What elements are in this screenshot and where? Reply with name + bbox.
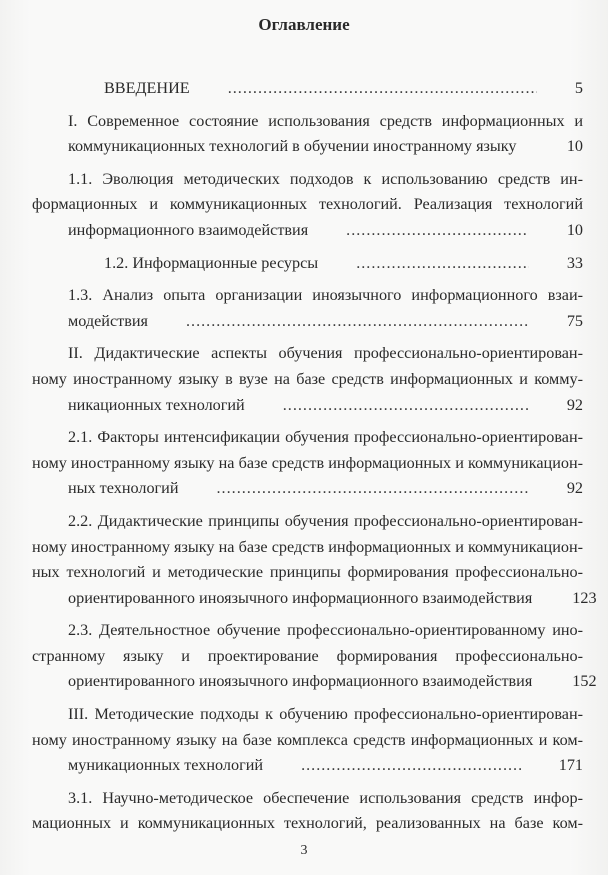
toc-page-number: 75 [566, 311, 583, 330]
toc-page-number: 92 [566, 395, 583, 414]
dot-leader [247, 393, 529, 419]
toc-entry-line: ных технологий и методические принципы формирования профессионально- [32, 563, 583, 582]
toc-entry [32, 702, 583, 779]
toc-entry-line: 2.1. Факторы интенсификации обучения профессионально-ориентирован- [68, 428, 583, 447]
toc-entry [32, 618, 597, 695]
toc-entry [32, 109, 583, 160]
toc-entry-last-line [32, 476, 583, 502]
toc-entry-line: ному иностранному языку на базе средств информационных и коммуникацион- [32, 537, 583, 556]
toc-entry-last-line [32, 393, 583, 419]
toc-entry [32, 786, 583, 837]
toc-entry-line: ному иностранному языку на базе комплекса средств информационных и ком- [32, 730, 583, 749]
dot-leader [181, 476, 529, 502]
toc-entry-last-line [32, 669, 597, 695]
toc-entry-line: мационных и коммуникационных технологий, реализованных на базе ком- [32, 814, 583, 833]
toc-page-number: 10 [566, 220, 583, 239]
dot-leader [192, 76, 537, 102]
toc-entry [32, 251, 583, 277]
toc-entry-line: II. Дидактические аспекты обучения профессионально-ориентирован- [68, 344, 583, 363]
toc-entry-text: 1.2. Информационные ресурсы [104, 253, 319, 272]
toc-entry-text: коммуникационных технологий в обучении иностранному языку [68, 137, 517, 156]
toc-entry-last-line [32, 251, 583, 277]
toc-entry-line: 2.3. Деятельностное обучение профессионально-ориентированному ино- [68, 621, 583, 640]
toc-entry-text: информационного взаимодействия [68, 220, 309, 239]
toc-page-number: 5 [574, 79, 583, 97]
toc-entry-line: III. Методические подходы к обучению профессионально-ориентирован- [68, 705, 583, 724]
toc-entry-line: формационных и коммуникационных технологий. Реализация технологий [32, 195, 583, 214]
page-number: 3 [300, 843, 308, 858]
toc-entry-text: ВВЕДЕНИЕ [104, 79, 190, 97]
toc-page-number: 33 [566, 253, 583, 272]
toc-page-number: 92 [566, 479, 583, 498]
toc-entry-last-line [32, 753, 583, 779]
toc-entry-last-line [32, 586, 597, 612]
dot-leader [320, 251, 529, 277]
toc-entry-text: никационных технологий [68, 395, 245, 414]
toc-entry-line: I. Современное состояние использования средств информационных и [68, 111, 583, 130]
toc-entry-last-line [32, 76, 583, 102]
toc-entry-last-line [32, 134, 583, 160]
toc-entry-text: модействия [68, 311, 148, 330]
toc-entry [32, 76, 583, 102]
toc-entry-last-line [32, 309, 583, 335]
dot-leader [150, 309, 529, 335]
dot-leader [265, 753, 521, 779]
toc-entry-line: ному иностранному языку в вузе на базе средств информационных и комму- [32, 369, 583, 388]
toc-entry-line: странному языку и проектирование формирования профессионально- [32, 646, 583, 665]
toc-entry-text: ных технологий [68, 479, 179, 498]
toc-page-number: 10 [566, 137, 583, 156]
toc-entry [32, 509, 597, 611]
toc-entry [32, 425, 583, 502]
toc-entry-line: 1.3. Анализ опыта организации иноязычного информационного взаи- [68, 286, 583, 305]
toc-page-number: 171 [558, 756, 583, 775]
toc-entry-text: ориентированного иноязычного информационного взаимодействия [68, 672, 533, 691]
toc-entry [32, 341, 583, 418]
toc-entry-line: 1.1. Эволюция методических подходов к использованию средств ин- [68, 169, 583, 188]
toc-entry-line: 2.2. Дидактические принципы обучения профессионально-ориентирован- [68, 511, 583, 530]
toc-entry [32, 283, 583, 334]
dot-leader [519, 134, 529, 160]
table-of-contents [32, 76, 597, 844]
toc-entry-last-line [32, 218, 583, 244]
page-title: Оглавление [258, 15, 350, 34]
toc-page-number: 123 [572, 588, 597, 607]
toc-entry [32, 167, 583, 244]
toc-entry-line: 3.1. Научно-методическое обеспечение использования средств инфор- [68, 788, 583, 807]
dot-leader [310, 218, 529, 244]
toc-entry-text: муникационных технологий [68, 756, 264, 775]
toc-entry-line: ному иностранному языку на базе средств информационных и коммуникацион- [32, 453, 583, 472]
toc-entry-text: ориентированного иноязычного информационного взаимодействия [68, 588, 533, 607]
toc-page-number: 152 [572, 672, 597, 691]
